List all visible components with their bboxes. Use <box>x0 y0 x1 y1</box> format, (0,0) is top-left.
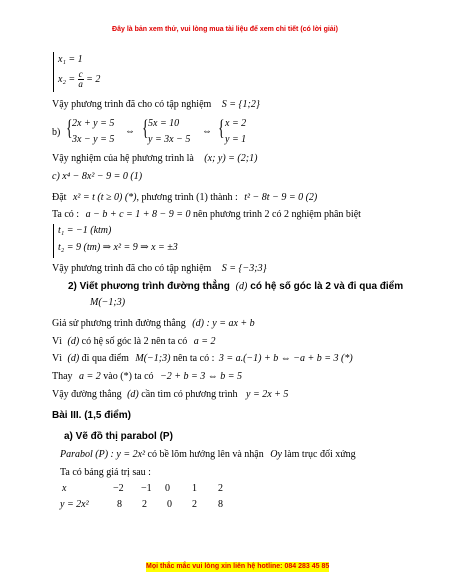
part-b-label: b) <box>52 127 61 138</box>
parabola-text-2: làm trục đối xứng <box>284 449 356 460</box>
t-sys-b: t₂ = 9 (tm) ⇒ x² = 9 ⇒ x = ±3 <box>58 242 178 253</box>
vay-math-2: y = 2x + 5 <box>246 389 289 400</box>
taco-math: a − b + c = 1 + 8 − 9 = 0 <box>85 209 191 220</box>
frac-numerator: c <box>78 69 83 79</box>
table-cell-x-3: 0 <box>165 483 170 494</box>
b-sys2-a: 5x = 10 <box>148 118 180 129</box>
vi1-text-1: Vì <box>52 336 62 347</box>
part-c-equation: c) x⁴ − 8x² − 9 = 0 (1) <box>52 171 143 182</box>
sec2-title-1: 2) Viết phương trình đường thẳng <box>68 281 230 292</box>
b-sys3-a: x = 2 <box>225 118 247 129</box>
dat-math-1: x² = t (t ≥ 0) (*) <box>72 192 137 203</box>
table-intro: Ta có bảng giá trị sau : <box>60 467 151 478</box>
conclusion-2 <box>52 153 257 165</box>
conclusion-line-d <box>52 389 288 401</box>
sys1-line-a: x₁ = 1 <box>58 54 83 65</box>
table-cell-x-1: −2 <box>113 483 124 494</box>
table-cell-x-5: 2 <box>218 483 223 494</box>
table-cell-y-2: 2 <box>142 499 147 510</box>
assume-line <box>52 318 255 330</box>
fraction-c-over-a <box>78 70 84 89</box>
brace-3: { <box>218 115 225 140</box>
conclusion-1 <box>52 99 260 111</box>
sys1-line-b <box>58 70 100 89</box>
substitution-line <box>52 192 317 204</box>
vi2-math-3: 3 = a.(−1) + b ⇔ −a + b = 3 (*) <box>218 353 353 364</box>
system-bracket-t <box>53 224 54 258</box>
taco-text-1: Ta có : <box>52 209 80 220</box>
brace-2: { <box>142 115 149 140</box>
because-line-2 <box>52 353 353 365</box>
vi2-text-1: Vì <box>52 353 62 364</box>
parabola-axis: Oy <box>270 449 282 460</box>
table-cell-x-4: 1 <box>192 483 197 494</box>
thay-math-2: −2 + b = 3 ⇔ b = 5 <box>160 371 243 382</box>
parabola-description <box>60 449 356 461</box>
vi1-math-1: (d) <box>67 336 80 347</box>
table-row-y-label: y = 2x² <box>60 499 89 510</box>
sys1-b-left: x₂ = <box>58 73 76 85</box>
vi1-math-2: a = 2 <box>193 336 216 347</box>
t-sys-a: t₁ = −1 (ktm) <box>58 225 112 236</box>
hotline-footer: Mọi thắc mắc vui lòng xin liên hệ hotline: 084 283 45 85 <box>146 563 330 570</box>
vi1-text-2: có hệ số góc là 2 nên ta có <box>81 336 188 347</box>
table-cell-y-1: 8 <box>117 499 122 510</box>
frac-denominator: a <box>78 79 83 89</box>
equiv-arrow-1: ⇔ <box>125 126 135 137</box>
table-cell-y-4: 2 <box>192 499 197 510</box>
b-sys3-b: y = 1 <box>225 134 247 145</box>
parabola-math: Parabol (P) : y = 2x² <box>60 449 145 460</box>
b-sys2-b: y = 3x − 5 <box>148 134 191 145</box>
vi2-text-3: nên ta có : <box>172 353 215 364</box>
conclusion-3-text: Vậy phương trình đã cho có tập nghiệm <box>52 263 212 274</box>
part-a-title: a) Vẽ đồ thị parabol (P) <box>64 431 173 442</box>
system-bracket-1 <box>53 52 54 92</box>
conclusion-2-text: Vậy nghiệm của hệ phương trình là <box>52 153 194 164</box>
conclusion-1-text: Vậy phương trình đã cho có tập nghiệm <box>52 99 212 110</box>
brace-1: { <box>66 115 73 140</box>
equiv-arrow-2: ⇔ <box>202 126 212 137</box>
table-cell-y-3: 0 <box>167 499 172 510</box>
table-cell-y-5: 8 <box>218 499 223 510</box>
dat-text-2: , phương trình (1) thành : <box>136 192 238 203</box>
vay-text-2: cần tìm có phương trình <box>141 389 238 400</box>
section-2-point: M(−1;3) <box>90 297 126 308</box>
section-2-title <box>68 281 403 293</box>
conclusion-2-math: (x; y) = (2;1) <box>204 153 258 164</box>
thay-math-1: a = 2 <box>79 371 101 382</box>
b-sys1-a: 2x + y = 5 <box>72 118 115 129</box>
vay-math-1: (d) <box>127 389 139 400</box>
sys1-b-right: = 2 <box>86 73 101 85</box>
exercise-3-heading: Bài III. (1,5 điểm) <box>52 410 131 421</box>
vay-text-1: Vậy đường thẳng <box>52 389 122 400</box>
conclusion-3 <box>52 263 267 275</box>
sec2-title-2: có hệ số góc là 2 và đi qua điểm <box>250 281 404 292</box>
thay-text-2: vào (*) ta có <box>103 371 154 382</box>
gs-math: (d) : y = ax + b <box>192 318 255 329</box>
conclusion-1-math: S = {1;2} <box>221 99 260 110</box>
thay-text-1: Thay <box>52 371 73 382</box>
table-row-x-label: x <box>62 483 67 494</box>
preview-notice: Đây là bản xem thử, vui lòng mua tài liệu để xem chi tiết (có lời giải) <box>112 26 338 33</box>
vi2-text-2: đi qua điểm <box>81 353 129 364</box>
vi2-math-1: (d) <box>67 353 80 364</box>
gs-text: Giả sử phương trình đường thẳng <box>52 318 186 329</box>
conclusion-3-math: S = {−3;3} <box>221 263 267 274</box>
parabola-text: có bề lõm hướng lên và nhận <box>147 449 264 460</box>
because-line-1 <box>52 336 215 348</box>
table-cell-x-2: −1 <box>141 483 152 494</box>
vi2-math-2: M(−1;3) <box>135 353 171 364</box>
dat-text-1: Đặt <box>52 192 67 203</box>
taco-line <box>52 209 361 221</box>
taco-text-2: nên phương trình 2 có 2 nghiệm phân biệt <box>193 209 361 220</box>
sec2-math: (d) <box>235 281 248 292</box>
dat-math-2: t² − 8t − 9 = 0 (2) <box>244 192 318 203</box>
substitute-line <box>52 371 242 383</box>
b-sys1-b: 3x − y = 5 <box>72 134 115 145</box>
